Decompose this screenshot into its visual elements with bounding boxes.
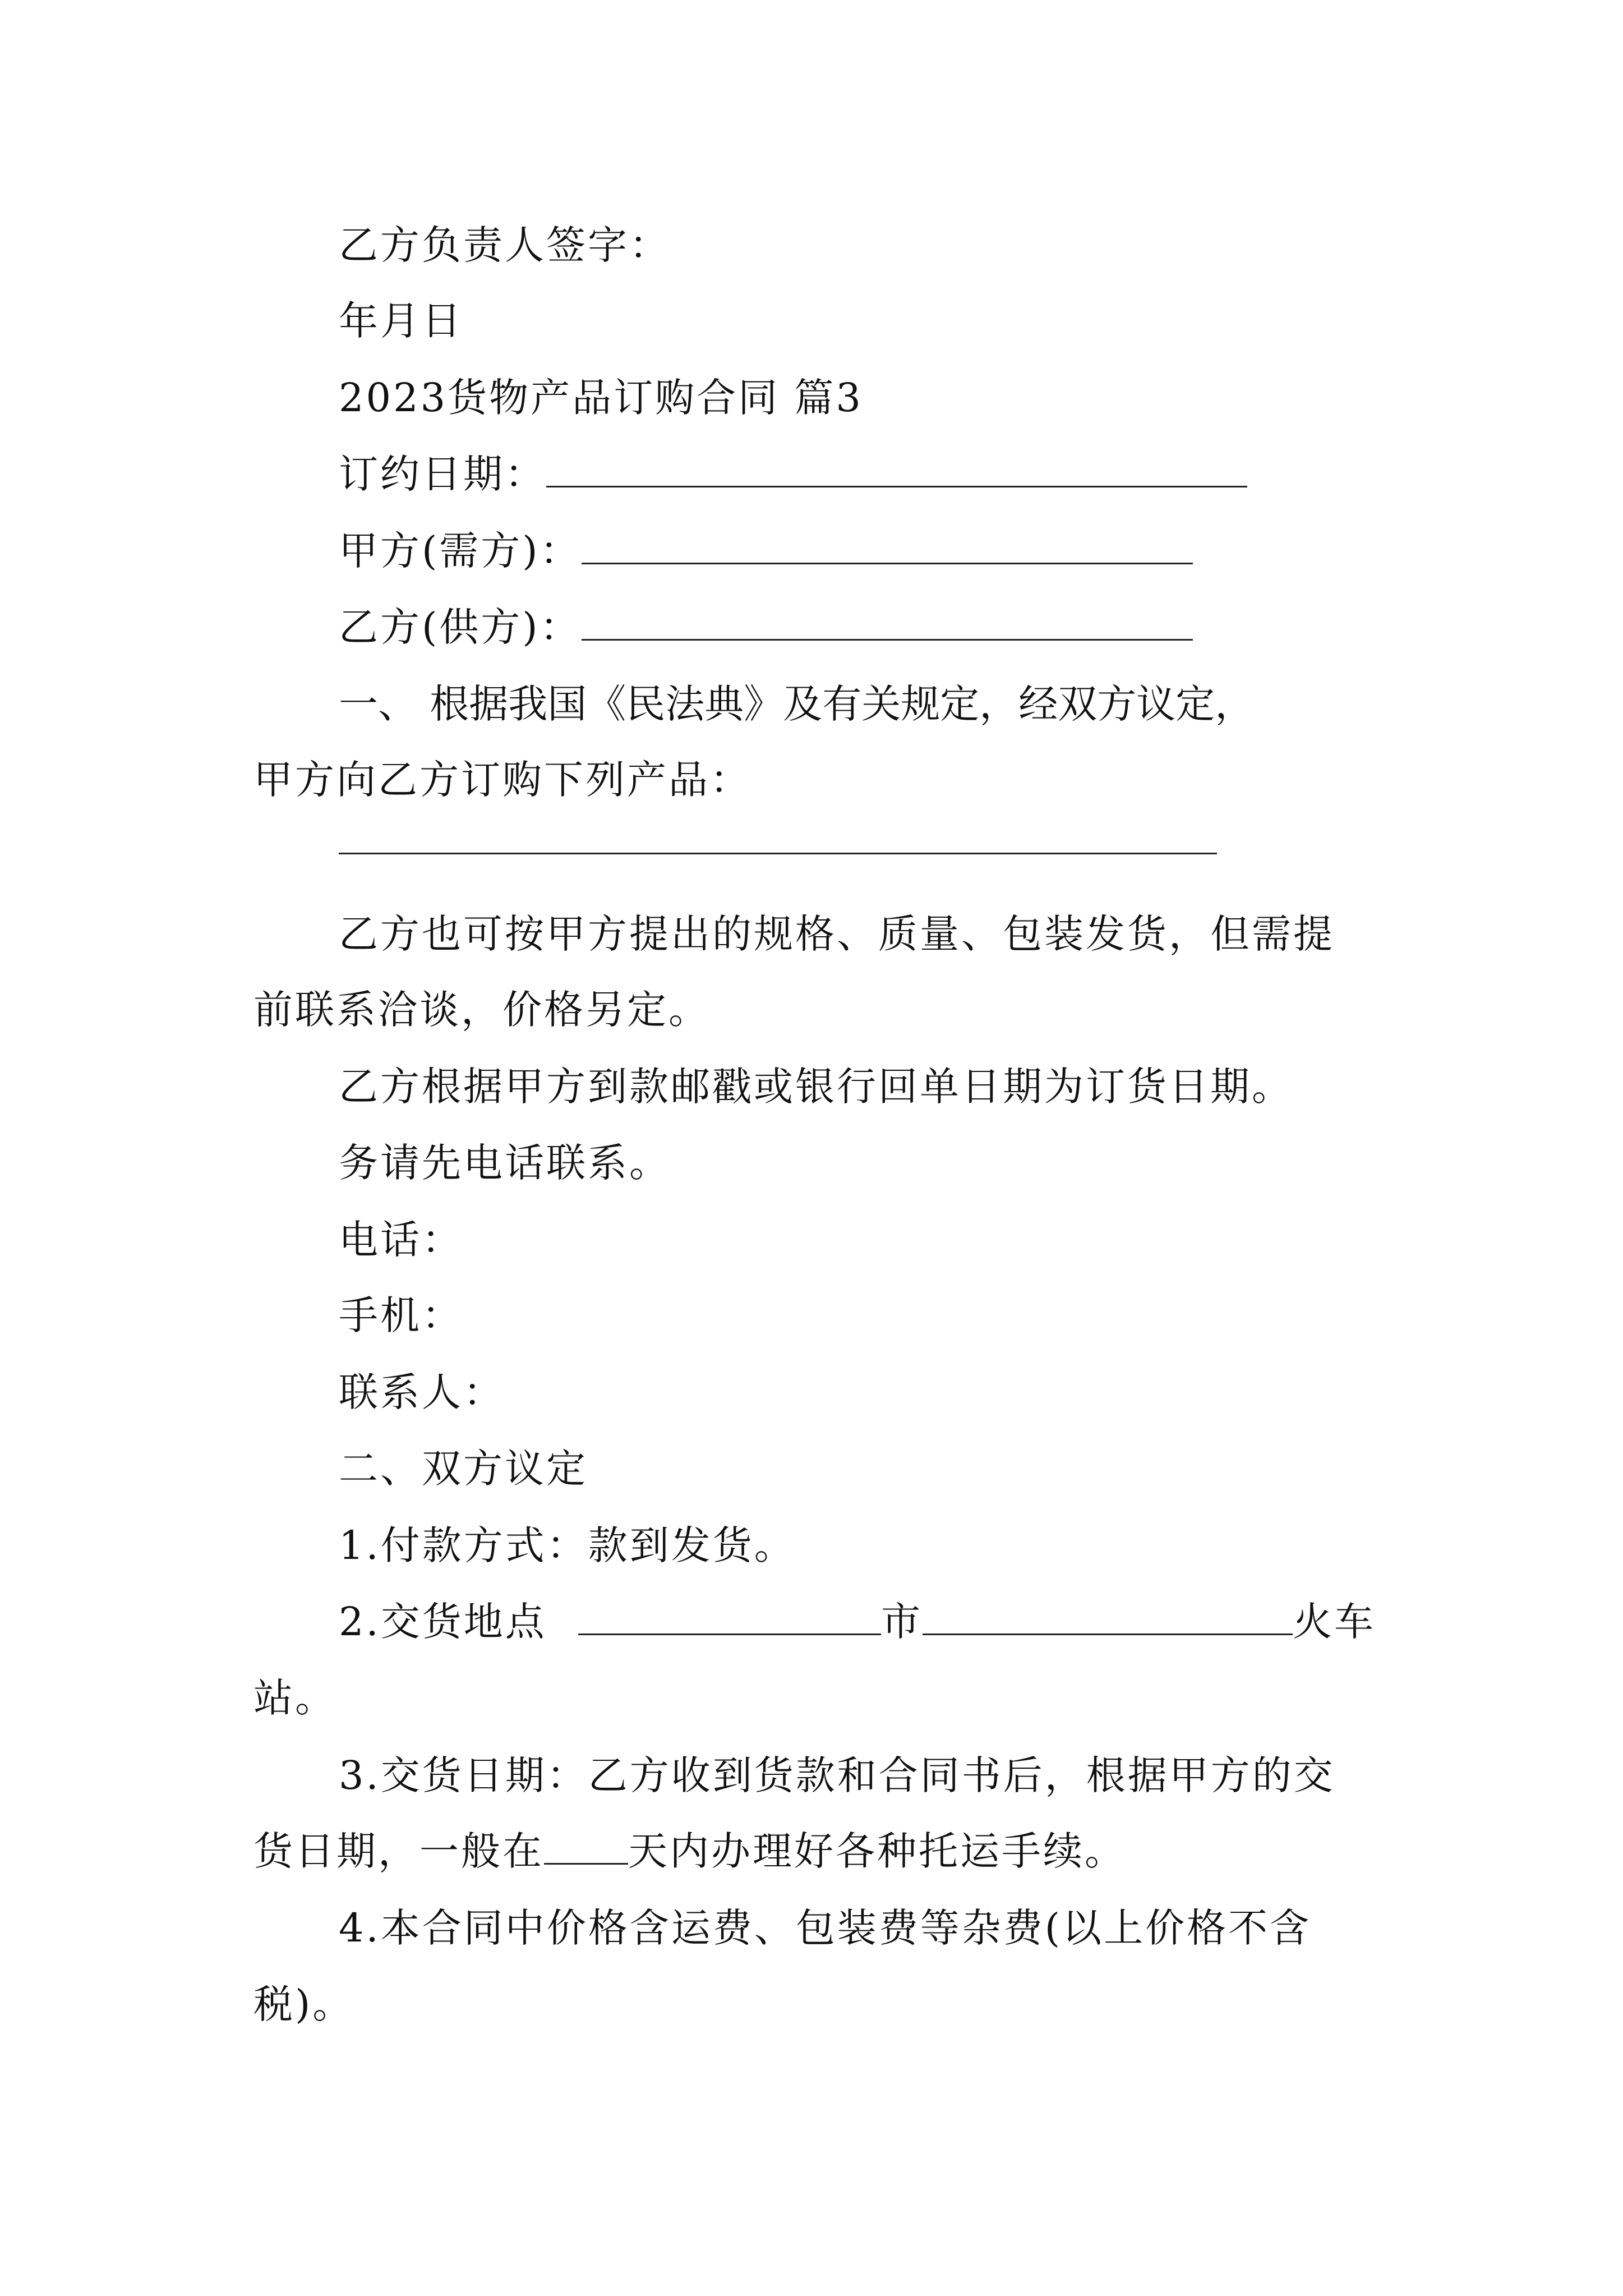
party-b-row <box>339 602 1193 652</box>
party-b-label: 乙方(供方)： <box>339 604 582 650</box>
item1: 1.付款方式：款到发货。 <box>339 1522 796 1568</box>
signature-label: 乙方负责人签字： <box>339 222 671 268</box>
party-a-blank <box>582 528 1193 564</box>
date-line: 年月日 <box>339 298 463 344</box>
party-b-blank <box>582 604 1193 641</box>
item2-location-blank <box>578 1599 881 1635</box>
item4-line2: 税)。 <box>253 1981 354 2027</box>
clause1-line2: 甲方向乙方订购下列产品： <box>253 757 751 803</box>
mobile-label: 手机： <box>339 1292 463 1338</box>
item3-line2-suffix: 天内办理好各种托运手续。 <box>628 1828 1126 1874</box>
item3-days-blank <box>544 1828 628 1865</box>
order-date-row <box>339 449 1247 499</box>
item3-line2 <box>253 1826 1126 1876</box>
party-a-label: 甲方(需方)： <box>339 528 582 574</box>
clause1-line1-text: 一、 根据我国《民法典》及有关规定，经双方议定， <box>339 681 1255 727</box>
spec-line2: 前联系洽谈，价格另定。 <box>253 987 710 1033</box>
clause1-line1 <box>339 679 1387 729</box>
item2-line1 <box>339 1596 1376 1647</box>
item2-station-blank <box>923 1599 1293 1635</box>
contract-heading: 2023货物产品订购合同 篇3 <box>339 375 863 421</box>
item3-line2-prefix: 货日期，一般在 <box>253 1828 544 1874</box>
item2-prefix: 2.交货地点 <box>339 1599 547 1645</box>
item3-line1: 3.交货日期：乙方收到货款和合同书后，根据甲方的交 <box>339 1752 1335 1798</box>
item2-suffix: 火车 <box>1293 1599 1376 1645</box>
phone-label: 电话： <box>339 1217 463 1263</box>
party-a-row <box>339 526 1193 576</box>
contact-note: 务请先电话联系。 <box>339 1140 671 1186</box>
order-date-blank <box>546 451 1247 487</box>
item4-line1: 4.本合同中价格含运费、包装费等杂费(以上价格不含 <box>339 1905 1312 1951</box>
order-day-line: 乙方根据甲方到款邮戳或银行回单日期为订货日期。 <box>339 1064 1293 1110</box>
item2-city: 市 <box>881 1599 923 1645</box>
product-list-rule <box>339 853 1217 854</box>
contact-person-label: 联系人： <box>339 1369 505 1415</box>
order-date-label: 订约日期： <box>339 451 546 497</box>
spec-line1: 乙方也可按甲方提出的规格、质量、包装发货，但需提 <box>339 911 1335 957</box>
clause2-title: 二、双方议定 <box>339 1446 588 1492</box>
item2-line2: 站。 <box>253 1675 336 1721</box>
